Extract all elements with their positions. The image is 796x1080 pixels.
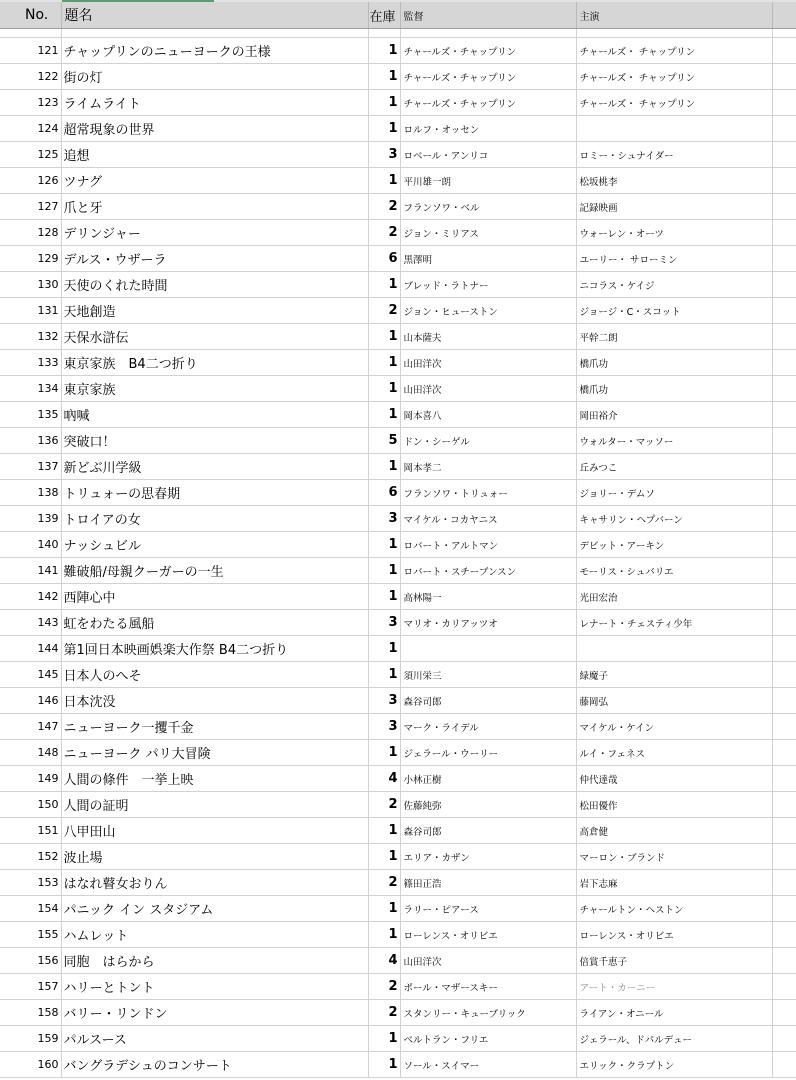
cell[interactable] [61,29,368,38]
row-empty-cell[interactable] [772,714,796,740]
row-empty-cell[interactable] [772,142,796,168]
row-cast-cell[interactable]: 仲代達哉 [576,766,772,792]
table-row [0,116,796,142]
row-no-cell[interactable]: 148 [0,740,61,766]
row-empty-cell[interactable] [772,1026,796,1052]
row-stock-cell[interactable]: 2 [368,792,400,818]
row-no-cell[interactable]: 140 [0,532,61,558]
row-no-cell[interactable]: 160 [0,1052,61,1078]
row-title-cell[interactable]: 難破船/母親クーガーの一生 [61,558,368,584]
row-no-cell[interactable]: 127 [0,194,61,220]
row-stock-cell[interactable]: 3 [368,142,400,168]
row-cast-cell[interactable]: ジェラール、ドパルデュー [576,1026,772,1052]
row-stock-cell[interactable]: 1 [368,272,400,298]
row-cast-cell[interactable]: 岩下志麻 [576,870,772,896]
row-title-cell[interactable]: 新どぶ川学級 [61,454,368,480]
row-director-cell[interactable]: ポール・マザースキー [400,974,576,1000]
row-no-cell[interactable]: 153 [0,870,61,896]
row-title-cell[interactable]: バリー・リンドン [61,1000,368,1026]
row-empty-cell[interactable] [772,584,796,610]
row-no-cell[interactable]: 141 [0,558,61,584]
row-cast-cell[interactable]: 高倉健 [576,818,772,844]
row-title-cell[interactable]: 天地創造 [61,298,368,324]
row-no-cell[interactable]: 130 [0,272,61,298]
row-cast-cell[interactable]: ユーリー・ サローミン [576,246,772,272]
row-director-cell[interactable]: 小林正樹 [400,766,576,792]
row-stock-cell[interactable]: 1 [368,90,400,116]
row-stock-cell[interactable]: 2 [368,974,400,1000]
inventory-table [0,2,796,1078]
cell[interactable] [576,29,772,38]
row-no-cell[interactable]: 129 [0,246,61,272]
row-cast-cell[interactable]: 記録映画 [576,194,772,220]
row-empty-cell[interactable] [772,350,796,376]
row-cast-cell[interactable]: チャールズ・ チャップリン [576,64,772,90]
row-empty-cell[interactable] [772,402,796,428]
row-director-cell[interactable]: 佐藤純弥 [400,792,576,818]
row-title-cell[interactable]: 日本人のへそ [61,662,368,688]
row-stock-cell[interactable]: 1 [368,584,400,610]
row-title-cell[interactable]: 西陣心中 [61,584,368,610]
row-no-cell[interactable]: 158 [0,1000,61,1026]
row-empty-cell[interactable] [772,506,796,532]
row-director-cell[interactable]: マリオ・カリアッツオ [400,610,576,636]
row-no-cell[interactable]: 143 [0,610,61,636]
row-no-cell[interactable]: 133 [0,350,61,376]
row-title-cell[interactable]: ライムライト [61,90,368,116]
row-title-cell[interactable]: 東京家族 [61,376,368,402]
table-row [0,454,796,480]
table-row [0,662,796,688]
row-stock-cell[interactable]: 3 [368,610,400,636]
row-director-cell[interactable]: フランソワ・トリュォー [400,480,576,506]
row-no-cell[interactable]: 126 [0,168,61,194]
row-empty-cell[interactable] [772,818,796,844]
table-row [0,844,796,870]
table-row [0,168,796,194]
row-director-cell[interactable] [400,636,576,662]
table-row [0,246,796,272]
row-director-cell[interactable]: 山本薩夫 [400,324,576,350]
table-row [0,974,796,1000]
row-empty-cell[interactable] [772,532,796,558]
row-director-cell[interactable]: 森谷司郎 [400,818,576,844]
table-row [0,818,796,844]
row-cast-cell[interactable] [576,636,772,662]
row-cast-cell[interactable]: アート・カーニー [576,974,772,1000]
row-stock-cell[interactable]: 4 [368,948,400,974]
row-stock-cell[interactable]: 2 [368,194,400,220]
row-title-cell[interactable]: チャップリンのニューヨークの王様 [61,38,368,64]
row-no-cell[interactable]: 150 [0,792,61,818]
row-title-cell[interactable]: 吶喊 [61,402,368,428]
row-stock-cell[interactable]: 1 [368,922,400,948]
row-cast-cell[interactable]: ルイ・フェネス [576,740,772,766]
row-no-cell[interactable]: 144 [0,636,61,662]
row-director-cell[interactable]: ブレッド・ラトナー [400,272,576,298]
row-empty-cell[interactable] [772,636,796,662]
row-title-cell[interactable]: バングラデシュのコンサート [61,1052,368,1078]
table-row [0,1026,796,1052]
row-empty-cell[interactable] [772,974,796,1000]
row-director-cell[interactable]: 篠田正浩 [400,870,576,896]
cell[interactable] [772,29,796,38]
row-cast-cell[interactable]: 岡田裕介 [576,402,772,428]
row-title-cell[interactable]: トロイアの女 [61,506,368,532]
row-director-cell[interactable]: ドン・シーゲル [400,428,576,454]
row-director-cell[interactable]: ラリー・ピアース [400,896,576,922]
row-stock-cell[interactable]: 1 [368,168,400,194]
row-empty-cell[interactable] [772,610,796,636]
row-title-cell[interactable]: 人間の証明 [61,792,368,818]
row-no-cell[interactable]: 157 [0,974,61,1000]
row-stock-cell[interactable]: 3 [368,714,400,740]
row-title-cell[interactable]: ニューヨーク一攫千金 [61,714,368,740]
table-row [0,480,796,506]
row-cast-cell[interactable]: エリック・クラプトン [576,1052,772,1078]
table-row [0,896,796,922]
row-title-cell[interactable]: 突破口！ [61,428,368,454]
row-no-cell[interactable]: 137 [0,454,61,480]
row-cast-cell[interactable] [576,116,772,142]
row-no-cell[interactable]: 125 [0,142,61,168]
row-director-cell[interactable]: フランソワ・ベル [400,194,576,220]
row-director-cell[interactable]: 森谷司郎 [400,688,576,714]
row-stock-cell[interactable]: 1 [368,376,400,402]
row-stock-cell[interactable]: 2 [368,1000,400,1026]
table-row [0,194,796,220]
row-title-cell[interactable]: 超常現象の世界 [61,116,368,142]
row-director-cell[interactable]: 黒澤明 [400,246,576,272]
table-row [0,688,796,714]
row-director-cell[interactable]: マイケル・コカヤニス [400,506,576,532]
row-stock-cell[interactable]: 1 [368,558,400,584]
row-empty-cell[interactable] [772,428,796,454]
row-stock-cell[interactable]: 5 [368,428,400,454]
row-stock-cell[interactable]: 1 [368,818,400,844]
table-row [0,1052,796,1078]
row-empty-cell[interactable] [772,1052,796,1078]
row-cast-cell[interactable]: ジョージ・C・スコット [576,298,772,324]
table-row [0,272,796,298]
row-cast-cell[interactable]: 松坂桃李 [576,168,772,194]
row-no-cell[interactable]: 121 [0,38,61,64]
row-cast-cell[interactable]: 橋爪功 [576,350,772,376]
row-stock-cell[interactable]: 6 [368,480,400,506]
row-empty-cell[interactable] [772,38,796,64]
row-empty-cell[interactable] [772,948,796,974]
row-title-cell[interactable]: 第1回日本映画娯楽大作祭 B4二つ折り [61,636,368,662]
row-empty-cell[interactable] [772,1000,796,1026]
row-director-cell[interactable]: 岡本喜八 [400,402,576,428]
row-title-cell[interactable]: ツナグ [61,168,368,194]
row-cast-cell[interactable]: チャールトン・ヘストン [576,896,772,922]
table-row [0,922,796,948]
table-row [0,142,796,168]
row-stock-cell[interactable]: 1 [368,1026,400,1052]
row-empty-cell[interactable] [772,376,796,402]
row-stock-cell[interactable]: 2 [368,870,400,896]
row-no-cell[interactable]: 132 [0,324,61,350]
table-row [0,558,796,584]
row-title-cell[interactable]: 天使のくれた時間 [61,272,368,298]
row-empty-cell[interactable] [772,792,796,818]
row-title-cell[interactable]: 天保水滸伝 [61,324,368,350]
row-title-cell[interactable]: 虹をわたる風船 [61,610,368,636]
row-no-cell[interactable]: 159 [0,1026,61,1052]
row-cast-cell[interactable]: 平幹二朗 [576,324,772,350]
row-cast-cell[interactable]: ウォーレン・オーツ [576,220,772,246]
row-empty-cell[interactable] [772,194,796,220]
row-cast-cell[interactable]: ロミー・シュナイダー [576,142,772,168]
row-empty-cell[interactable] [772,64,796,90]
row-empty-cell[interactable] [772,480,796,506]
row-director-cell[interactable]: マーク・ライデル [400,714,576,740]
row-title-cell[interactable]: 同胞 はらから [61,948,368,974]
row-title-cell[interactable]: パルスース [61,1026,368,1052]
table-row [0,610,796,636]
table-row [0,870,796,896]
row-empty-cell[interactable] [772,558,796,584]
table-row [0,948,796,974]
row-title-cell[interactable]: 八甲田山 [61,818,368,844]
table-row [0,766,796,792]
row-director-cell[interactable]: スタンリー・キューブリック [400,1000,576,1026]
row-director-cell[interactable]: チャールズ・チャップリン [400,38,576,64]
table-row [0,714,796,740]
row-no-cell[interactable]: 134 [0,376,61,402]
row-title-cell[interactable]: デリンジャー [61,220,368,246]
row-stock-cell[interactable]: 1 [368,532,400,558]
row-title-cell[interactable]: ナッシュビル [61,532,368,558]
row-empty-cell[interactable] [772,298,796,324]
row-director-cell[interactable]: ロバート・アルトマン [400,532,576,558]
row-cast-cell[interactable]: 倍賞千恵子 [576,948,772,974]
row-stock-cell[interactable]: 6 [368,246,400,272]
table-row [0,38,796,64]
row-no-cell[interactable]: 138 [0,480,61,506]
row-cast-cell[interactable]: 光田宏治 [576,584,772,610]
row-cast-cell[interactable]: 橋爪功 [576,376,772,402]
row-no-cell[interactable]: 139 [0,506,61,532]
row-no-cell[interactable]: 131 [0,298,61,324]
row-empty-cell[interactable] [772,168,796,194]
row-stock-cell[interactable]: 3 [368,688,400,714]
row-cast-cell[interactable]: 丘みつこ [576,454,772,480]
row-stock-cell[interactable]: 1 [368,662,400,688]
table-row [0,90,796,116]
row-cast-cell[interactable]: モーリス・シュバリエ [576,558,772,584]
table-row [0,584,796,610]
row-director-cell[interactable]: ジョン・ヒューストン [400,298,576,324]
table-row [0,532,796,558]
row-director-cell[interactable]: 山田洋次 [400,948,576,974]
header-empty[interactable] [772,2,796,29]
row-no-cell[interactable]: 147 [0,714,61,740]
row-director-cell[interactable]: ジョン・ミリアス [400,220,576,246]
row-director-cell[interactable]: 平川雄一朗 [400,168,576,194]
row-cast-cell[interactable]: レナート・チェスティ少年 [576,610,772,636]
row-title-cell[interactable]: 街の灯 [61,64,368,90]
row-director-cell[interactable]: ソール・スイマー [400,1052,576,1078]
row-title-cell[interactable]: パニック イン スタジアム [61,896,368,922]
row-stock-cell[interactable]: 1 [368,1052,400,1078]
row-title-cell[interactable]: トリュォーの思春期 [61,480,368,506]
row-no-cell[interactable]: 145 [0,662,61,688]
row-director-cell[interactable]: ジェラール・ウーリー [400,740,576,766]
row-empty-cell[interactable] [772,324,796,350]
row-empty-cell[interactable] [772,272,796,298]
table-row [0,350,796,376]
row-empty-cell[interactable] [772,766,796,792]
spacer-row [0,29,796,38]
row-stock-cell[interactable]: 1 [368,402,400,428]
row-no-cell[interactable]: 154 [0,896,61,922]
table-row [0,376,796,402]
row-no-cell[interactable]: 136 [0,428,61,454]
row-cast-cell[interactable]: マーロン・ブランド [576,844,772,870]
row-director-cell[interactable]: 須川栄三 [400,662,576,688]
row-cast-cell[interactable]: デビット・アーキン [576,532,772,558]
row-cast-cell[interactable]: ローレンス・オリビエ [576,922,772,948]
table-row [0,324,796,350]
row-stock-cell[interactable]: 1 [368,636,400,662]
row-cast-cell[interactable]: ライアン・オニール [576,1000,772,1026]
row-title-cell[interactable]: ニューヨーク パリ大冒険 [61,740,368,766]
row-director-cell[interactable]: チャールズ・チャップリン [400,90,576,116]
table-row [0,636,796,662]
row-stock-cell[interactable]: 1 [368,116,400,142]
row-no-cell[interactable]: 146 [0,688,61,714]
cell[interactable] [0,29,61,38]
row-stock-cell[interactable]: 1 [368,844,400,870]
table-row [0,220,796,246]
row-cast-cell[interactable]: キャサリン・ヘプバーン [576,506,772,532]
cell[interactable] [400,29,576,38]
row-no-cell[interactable]: 124 [0,116,61,142]
row-director-cell[interactable]: エリア・カザン [400,844,576,870]
table-row [0,298,796,324]
row-title-cell[interactable]: 波止場 [61,844,368,870]
row-stock-cell[interactable]: 4 [368,766,400,792]
row-stock-cell[interactable]: 3 [368,506,400,532]
row-director-cell[interactable]: ロバート・スチーブンスン [400,558,576,584]
row-cast-cell[interactable]: チャールズ・ チャップリン [576,90,772,116]
row-stock-cell[interactable]: 1 [368,324,400,350]
row-director-cell[interactable]: ベルトラン・フリエ [400,1026,576,1052]
table-row [0,402,796,428]
cell[interactable] [368,29,400,38]
row-stock-cell[interactable]: 1 [368,740,400,766]
row-title-cell[interactable]: 爪と牙 [61,194,368,220]
header-stock[interactable]: 在庫 [368,2,400,29]
row-empty-cell[interactable] [772,740,796,766]
row-no-cell[interactable]: 135 [0,402,61,428]
row-cast-cell[interactable]: ニコラス・ケイジ [576,272,772,298]
row-empty-cell[interactable] [772,870,796,896]
row-cast-cell[interactable]: ウォルター・マッソー [576,428,772,454]
table-row [0,740,796,766]
header-row [0,2,796,29]
row-empty-cell[interactable] [772,844,796,870]
row-title-cell[interactable]: 日本沈没 [61,688,368,714]
row-cast-cell[interactable]: 緑魔子 [576,662,772,688]
row-empty-cell[interactable] [772,922,796,948]
row-cast-cell[interactable]: チャールズ・ チャップリン [576,38,772,64]
row-empty-cell[interactable] [772,662,796,688]
header-cast[interactable]: 主演 [576,2,772,29]
row-director-cell[interactable]: チャールズ・チャップリン [400,64,576,90]
row-cast-cell[interactable]: ジョリー・デムソ [576,480,772,506]
row-title-cell[interactable]: デルス・ウザーラ [61,246,368,272]
table-row [0,506,796,532]
row-empty-cell[interactable] [772,90,796,116]
row-cast-cell[interactable]: 藤岡弘 [576,688,772,714]
row-title-cell[interactable]: 人間の條件 一挙上映 [61,766,368,792]
row-title-cell[interactable]: はなれ瞽女おりん [61,870,368,896]
row-stock-cell[interactable]: 1 [368,64,400,90]
table-row [0,1000,796,1026]
row-no-cell[interactable]: 122 [0,64,61,90]
row-cast-cell[interactable]: 松田優作 [576,792,772,818]
row-director-cell[interactable]: ローレンス・オリビエ [400,922,576,948]
row-stock-cell[interactable]: 1 [368,38,400,64]
row-no-cell[interactable]: 155 [0,922,61,948]
row-no-cell[interactable]: 152 [0,844,61,870]
header-title[interactable]: 題名 [61,2,368,29]
row-cast-cell[interactable]: マイケル・ケイン [576,714,772,740]
row-director-cell[interactable]: ロルフ・オッセン [400,116,576,142]
row-no-cell[interactable]: 123 [0,90,61,116]
row-no-cell[interactable]: 149 [0,766,61,792]
row-title-cell[interactable]: 東京家族 B4二つ折り [61,350,368,376]
row-stock-cell[interactable]: 1 [368,454,400,480]
table-row [0,64,796,90]
row-empty-cell[interactable] [772,116,796,142]
row-title-cell[interactable]: ハムレット [61,922,368,948]
table-row [0,428,796,454]
row-director-cell[interactable]: 岡本孝二 [400,454,576,480]
row-director-cell[interactable]: 山田洋次 [400,376,576,402]
row-no-cell[interactable]: 156 [0,948,61,974]
row-empty-cell[interactable] [772,220,796,246]
row-director-cell[interactable]: 高林陽一 [400,584,576,610]
row-stock-cell[interactable]: 2 [368,298,400,324]
header-director[interactable]: 監督 [400,2,576,29]
row-stock-cell[interactable]: 2 [368,220,400,246]
row-empty-cell[interactable] [772,896,796,922]
header-no[interactable]: No. [0,2,61,29]
row-empty-cell[interactable] [772,246,796,272]
row-empty-cell[interactable] [772,688,796,714]
row-no-cell[interactable]: 151 [0,818,61,844]
table-row [0,792,796,818]
row-title-cell[interactable]: ハリーとトント [61,974,368,1000]
row-stock-cell[interactable]: 1 [368,896,400,922]
row-stock-cell[interactable]: 1 [368,350,400,376]
row-no-cell[interactable]: 128 [0,220,61,246]
row-director-cell[interactable]: ロベール・アンリコ [400,142,576,168]
row-empty-cell[interactable] [772,454,796,480]
row-director-cell[interactable]: 山田洋次 [400,350,576,376]
row-title-cell[interactable]: 追想 [61,142,368,168]
row-no-cell[interactable]: 142 [0,584,61,610]
